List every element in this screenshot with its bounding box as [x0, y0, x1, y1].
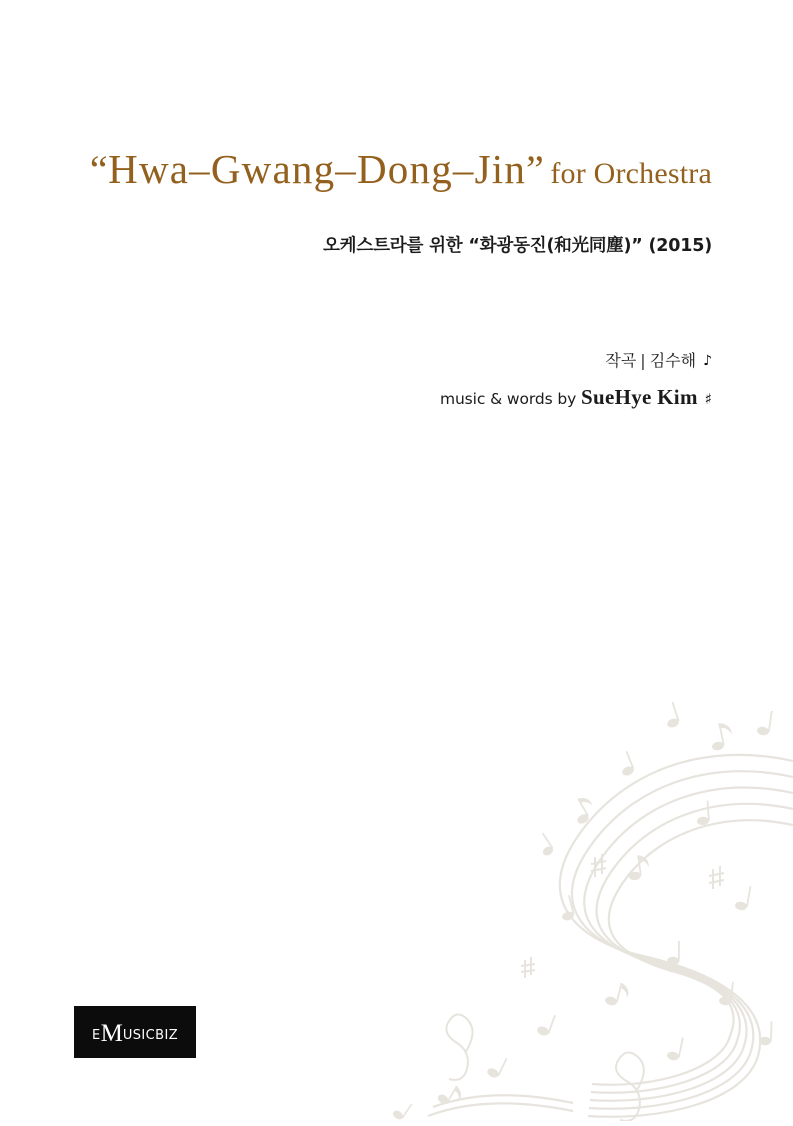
credit-english-name: SueHye Kim [580, 385, 698, 409]
publisher-logo-prefix: E [92, 1027, 101, 1043]
publisher-logo [74, 1006, 196, 1058]
publisher-logo-mark: M [100, 1019, 123, 1047]
eighth-note-icon: ♪ [703, 353, 712, 369]
publisher-logo-text [92, 1019, 178, 1047]
credit-korean [0, 348, 712, 371]
title-close-quote: ” [526, 147, 545, 192]
title-for-orchestra: for Orchestra [550, 157, 712, 190]
cover-title-block [0, 148, 712, 191]
title-work-name: Hwa–Gwang–Dong–Jin [108, 146, 527, 192]
page-title [0, 148, 712, 191]
credit-english-byline: music & words by [439, 390, 577, 408]
credit-korean-role: 작곡 [605, 351, 637, 370]
sharp-note-icon: ♯ [704, 390, 712, 408]
title-open-quote: “ [89, 147, 109, 192]
credit-korean-name: 김수해 [649, 351, 697, 370]
credit-english [0, 385, 712, 410]
credits-block [0, 348, 712, 410]
page-subtitle: 오케스트라를 위한 “화광동진(和光同塵)” (2015) [322, 236, 712, 256]
publisher-logo-suffix: USICBIZ [122, 1027, 178, 1043]
credit-separator: | [640, 351, 646, 370]
musical-notes-swirl [373, 701, 793, 1121]
